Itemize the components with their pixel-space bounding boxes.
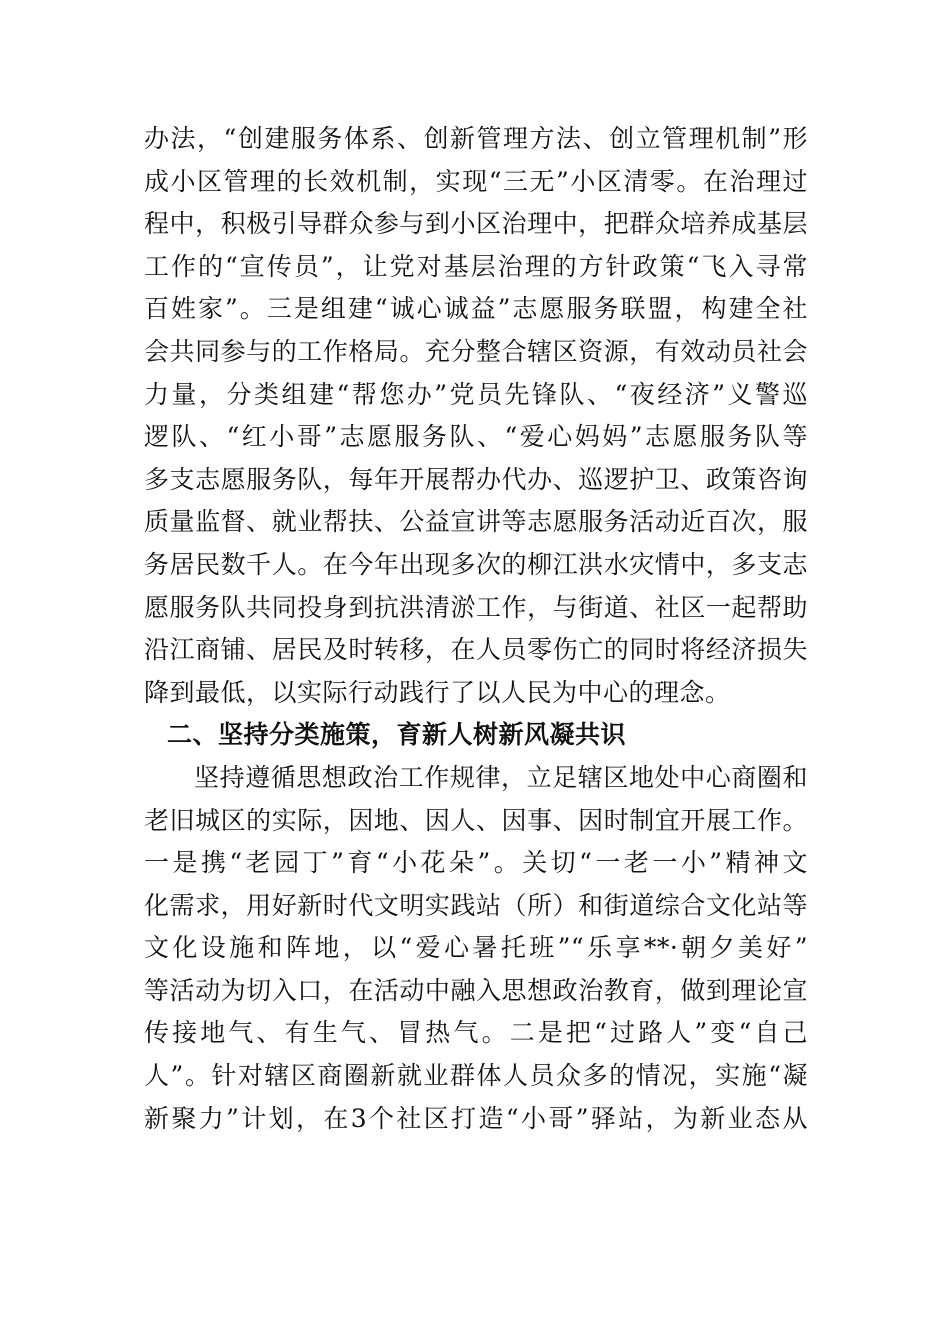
text-line: 传接地气、有生气、冒热气。二是把“过路人”变“自己 <box>144 1018 808 1048</box>
text-line: 化需求，用好新时代文明实践站（所）和街道综合文化站等 <box>144 890 808 920</box>
text-line: 老旧城区的实际，因地、因人、因事、因时制宜开展工作。 <box>144 805 808 835</box>
text-line: 一是携“老园丁”育“小花朵”。关切“一老一小”精神文 <box>144 848 808 878</box>
text-line: 多支志愿服务队，每年开展帮办代办、巡逻护卫、政策咨询 <box>144 464 808 494</box>
text-line: 办法，“创建服务体系、创新管理方法、创立管理机制”形 <box>144 124 808 153</box>
text-line: 力量，分类组建“帮您办”党员先锋队、“夜经济”义警巡 <box>144 379 808 409</box>
section-heading: 二、坚持分类施策，育新人树新风凝共识 <box>167 720 627 750</box>
text-line: 文化设施和阵地，以“爱心暑托班”“乐享**·朝夕美好” <box>144 933 808 963</box>
text-line: 工作的“宣传员”，让党对基层治理的方针政策“飞入寻常 <box>144 251 808 281</box>
text-line: 成小区管理的长效机制，实现“三无”小区清零。在治理过 <box>144 166 808 196</box>
text-line: 人”。针对辖区商圈新就业群体人员众多的情况，实施“凝 <box>144 1061 808 1091</box>
text-line: 逻队、“红小哥”志愿服务队、“爱心妈妈”志愿服务队等 <box>144 422 808 452</box>
text-line: 质量监督、就业帮扶、公益宣讲等志愿服务活动近百次，服 <box>144 507 808 537</box>
text-line: 愿服务队共同投身到抗洪清淤工作，与街道、社区一起帮助 <box>144 592 808 622</box>
document-body <box>144 118 808 1140</box>
text-line: 务居民数千人。在今年出现多次的柳江洪水灾情中，多支志 <box>144 549 808 579</box>
text-line: 坚持遵循思想政治工作规律，立足辖区地处中心商圈和 <box>194 762 808 792</box>
text-line: 程中，积极引导群众参与到小区治理中，把群众培养成基层 <box>144 209 808 239</box>
text-line: 降到最低，以实际行动践行了以人民为中心的理念。 <box>144 677 731 707</box>
text-line: 百姓家”。三是组建“诚心诚益”志愿服务联盟，构建全社 <box>144 294 808 324</box>
text-line: 会共同参与的工作格局。充分整合辖区资源，有效动员社会 <box>144 336 808 366</box>
text-line: 新聚力”计划，在3个社区打造“小哥”驿站，为新业态从 <box>144 1103 808 1133</box>
text-line: 等活动为切入口，在活动中融入思想政治教育，做到理论宣 <box>144 975 808 1005</box>
text-line: 沿江商铺、居民及时转移，在人员零伤亡的同时将经济损失 <box>144 635 808 665</box>
